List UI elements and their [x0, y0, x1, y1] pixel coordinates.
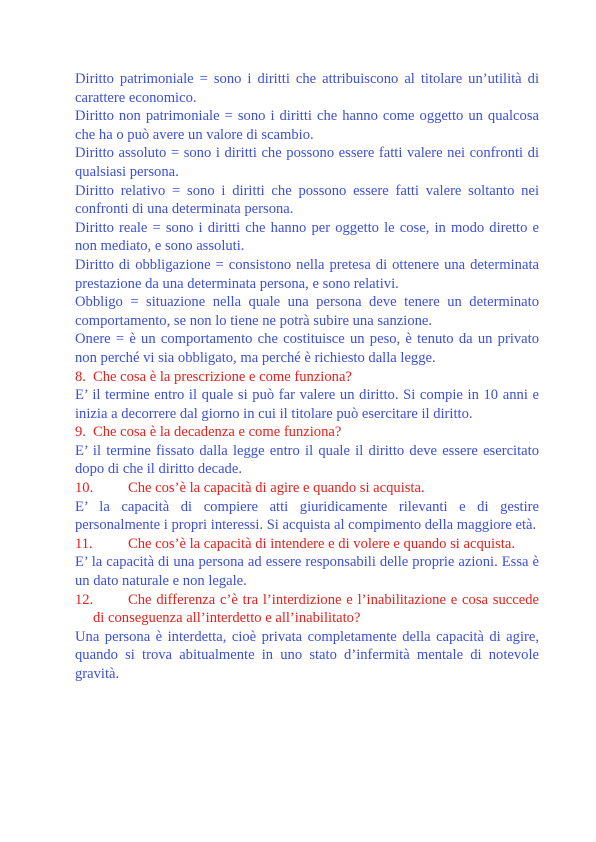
definition-paragraph: Diritto non patrimoniale = sono i diritti che hanno come oggetto un qualcosa che ha o può avere un valore di scambio. — [75, 108, 539, 143]
answer-10: E’ la capacità di compiere atti giuridicamente rilevanti e di gestire personalmente i propri interessi. Si acquista al compimento della maggiore età. — [75, 498, 539, 534]
question-text: Che cosa è la prescrizione e come funziona? — [93, 368, 352, 385]
question-number: 8. — [75, 368, 86, 385]
definition-paragraph: Diritto reale = sono i diritti che hanno per oggetto le cose, in modo diretto e non mediato, e sono assoluti. — [75, 219, 539, 255]
question-12 — [75, 591, 539, 628]
question-text: Che cosa è la decadenza e come funziona? — [93, 424, 342, 441]
definition-paragraph: Obbligo = situazione nella quale una persona deve tenere un determinato comportamento, se non lo tiene ne potrà subire una sanzione. — [75, 294, 539, 329]
question-10 — [75, 479, 539, 498]
answer-8: E’ il termine entro il quale si può far valere un diritto. Si compie in 10 anni e inizia a decorrere dal giorno in cui il titolare può esercitare il diritto. — [75, 387, 539, 422]
document-body — [75, 70, 539, 684]
answer-9: E’ il termine fissato dalla legge entro il quale il diritto deve essere esercitato dopo di che il diritto decade. — [75, 442, 539, 478]
question-number: 12. — [75, 591, 94, 608]
question-number: 10. — [75, 480, 94, 497]
question-number: 11. — [75, 535, 93, 552]
answer-11: E’ la capacità di una persona ad essere responsabili delle proprie azioni. Essa è un dato naturale e non legale. — [75, 554, 539, 590]
question-text: Che cos’è la capacità di intendere e di volere e quando si acquista. — [128, 535, 515, 552]
definition-paragraph: Diritto patrimoniale = sono i diritti che attribuiscono al titolare un’utilità di carattere economico. — [75, 71, 539, 106]
question-9 — [75, 423, 539, 442]
definition-paragraph: Diritto relativo = sono i diritti che possono essere fatti valere soltanto nei confronti di una determinata persona. — [75, 182, 539, 218]
question-11 — [75, 535, 539, 554]
question-8 — [75, 368, 539, 387]
question-number: 9. — [75, 424, 86, 441]
question-text: Che cos’è la capacità di agire e quando si acquista. — [128, 480, 425, 497]
question-text: Che differenza c’è tra l’interdizione e l’inabilitazione e cosa succede di conseguenza all’interdetto e all’inabilitato? — [93, 591, 539, 627]
definition-paragraph: Diritto di obbligazione = consistono nella pretesa di ottenere una determinata prestazione da una determinata persona, e sono relativi. — [75, 256, 539, 292]
answer-12: Una persona è interdetta, cioè privata completamente della capacità di agire, quando si trova abitualmente in uno stato d’infermità mentale di notevole gravità. — [75, 628, 539, 682]
definition-paragraph: Onere = è un comportamento che costituisce un peso, è tenuto da un privato non perché vi sia obbligato, ma perché è richiesto dalla legge. — [75, 331, 539, 366]
definition-paragraph: Diritto assoluto = sono i diritti che possono essere fatti valere nei confronti di qualsiasi persona. — [75, 145, 539, 180]
